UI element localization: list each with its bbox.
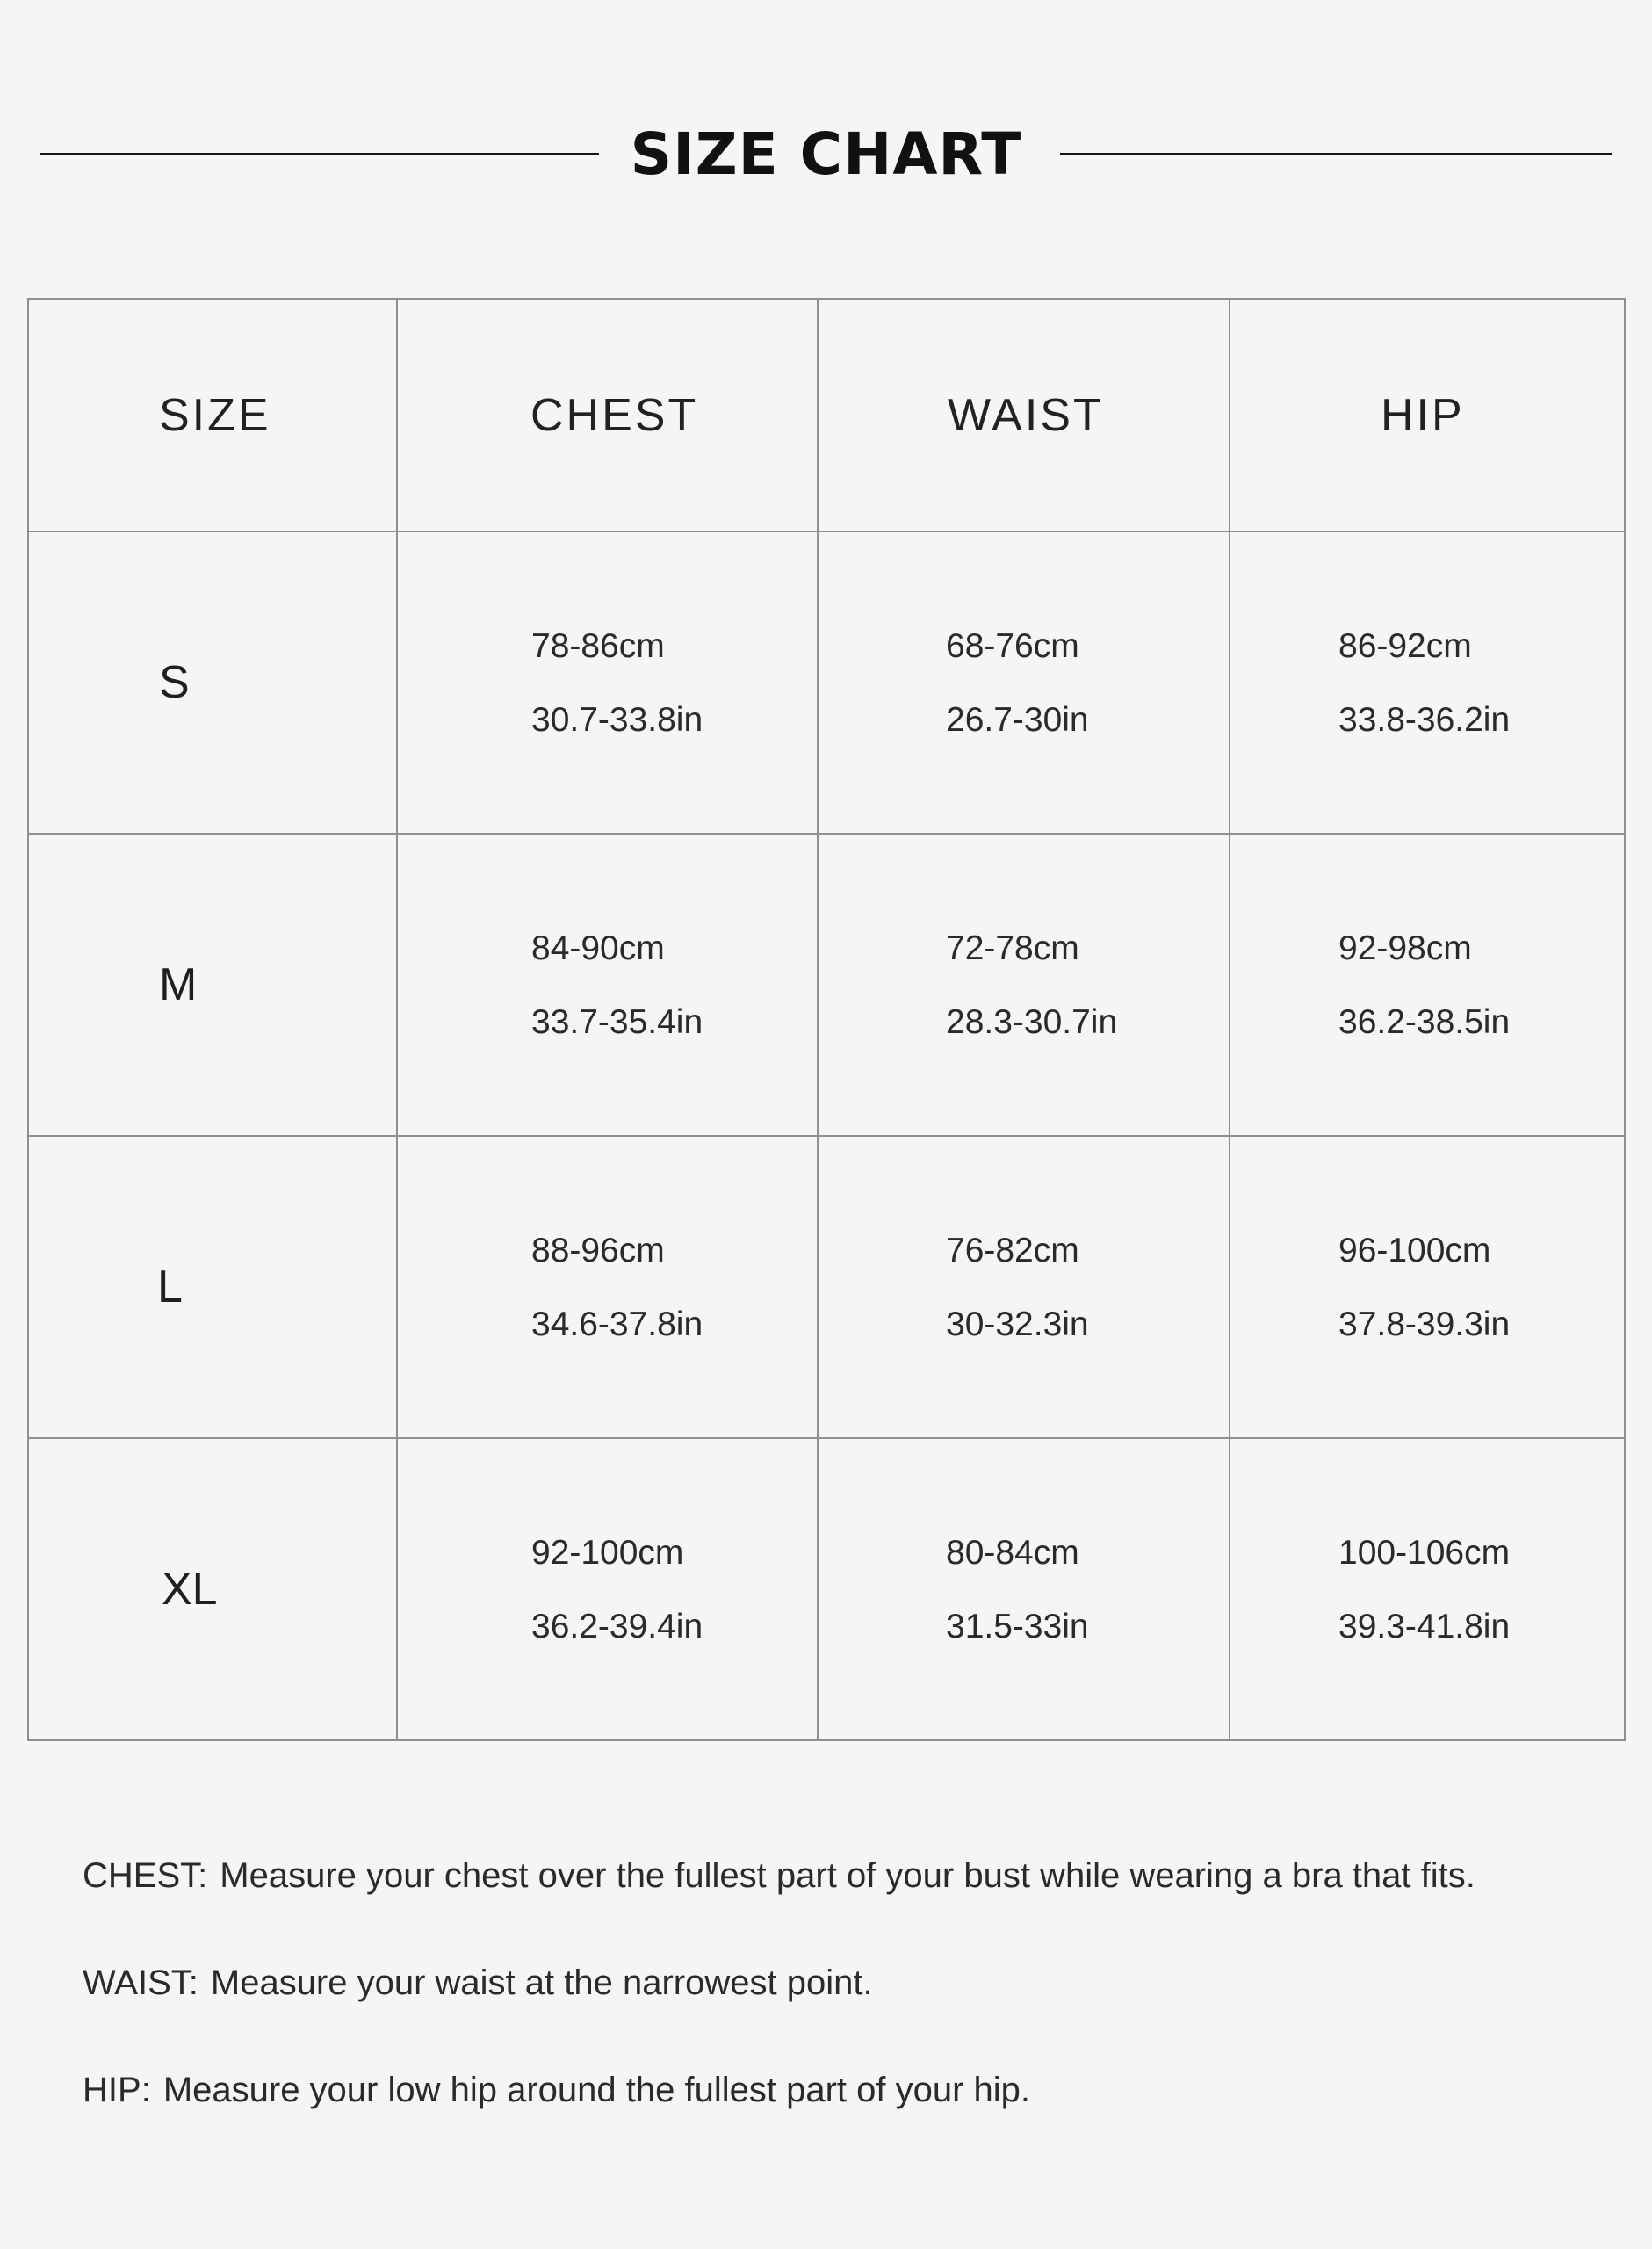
waist-cm-value: 76-82cm: [946, 1232, 1079, 1269]
table-header-row: [29, 300, 1624, 531]
waist-in-value: 30-32.3in: [946, 1305, 1089, 1343]
header-cell-hip: [1229, 300, 1624, 531]
note-separator: :: [141, 2071, 151, 2109]
note-label: CHEST: [83, 1856, 198, 1895]
chest-cm-value: 88-96cm: [531, 1232, 665, 1269]
size-label: XL: [162, 1564, 218, 1615]
chest-cm-value: 92-100cm: [531, 1534, 684, 1572]
hip-cell: [1229, 1137, 1624, 1437]
size-table: [27, 298, 1626, 1741]
hip-cm-value: 86-92cm: [1338, 627, 1472, 665]
note-text: Measure your waist at the narrowest point.: [210, 1963, 873, 2002]
chest-cell: [396, 1439, 817, 1739]
chest-measurement-note: [83, 1854, 1475, 1898]
hip-cm-value: 92-98cm: [1338, 929, 1472, 967]
hip-cell: [1229, 835, 1624, 1135]
page-title: SIZE CHART: [630, 120, 1022, 188]
header-cell-waist: [817, 300, 1229, 531]
column-header-waist: WAIST: [948, 389, 1104, 441]
hip-in-value: 37.8-39.3in: [1338, 1305, 1511, 1343]
chest-cell: [396, 1137, 817, 1437]
waist-cell: [817, 1439, 1229, 1739]
size-label: S: [159, 657, 190, 708]
hip-measurement-note: [83, 2068, 1030, 2112]
note-separator: :: [198, 1856, 208, 1895]
column-header-hip: HIP: [1381, 389, 1465, 441]
table-row: [29, 531, 1624, 833]
table-row: [29, 1437, 1624, 1739]
note-text: Measure your chest over the fullest part of your bust while wearing a bra that fits.: [220, 1856, 1475, 1895]
size-label: L: [157, 1262, 183, 1313]
chest-cell: [396, 835, 817, 1135]
size-cell: [29, 1137, 396, 1437]
waist-cm-value: 80-84cm: [946, 1534, 1079, 1572]
chest-cm-value: 78-86cm: [531, 627, 665, 665]
waist-cm-value: 68-76cm: [946, 627, 1079, 665]
hip-in-value: 36.2-38.5in: [1338, 1003, 1511, 1041]
waist-measurement-note: [83, 1961, 873, 2005]
waist-cell: [817, 532, 1229, 833]
size-cell: [29, 532, 396, 833]
size-cell: [29, 835, 396, 1135]
chest-cm-value: 84-90cm: [531, 929, 665, 967]
waist-in-value: 28.3-30.7in: [946, 1003, 1118, 1041]
header-cell-chest: [396, 300, 817, 531]
header-cell-size: [29, 300, 396, 531]
note-label: WAIST: [83, 1963, 189, 2002]
chest-in-value: 30.7-33.8in: [531, 701, 703, 739]
table-row: [29, 833, 1624, 1135]
chest-in-value: 36.2-39.4in: [531, 1608, 703, 1645]
hip-in-value: 39.3-41.8in: [1338, 1608, 1511, 1645]
waist-in-value: 31.5-33in: [946, 1608, 1089, 1645]
hip-cm-value: 96-100cm: [1338, 1232, 1491, 1269]
waist-cell: [817, 835, 1229, 1135]
table-row: [29, 1135, 1624, 1437]
hip-cell: [1229, 1439, 1624, 1739]
note-label: HIP: [83, 2071, 141, 2109]
hip-cm-value: 100-106cm: [1338, 1534, 1511, 1572]
title-divider-right: [1060, 153, 1612, 155]
size-label: M: [159, 959, 198, 1010]
waist-cm-value: 72-78cm: [946, 929, 1079, 967]
chest-cell: [396, 532, 817, 833]
note-text: Measure your low hip around the fullest part of your hip.: [162, 2071, 1031, 2109]
size-cell: [29, 1439, 396, 1739]
column-header-chest: CHEST: [530, 389, 699, 441]
waist-in-value: 26.7-30in: [946, 701, 1089, 739]
column-header-size: SIZE: [159, 389, 271, 441]
chest-in-value: 33.7-35.4in: [531, 1003, 703, 1041]
hip-cell: [1229, 532, 1624, 833]
waist-cell: [817, 1137, 1229, 1437]
chest-in-value: 34.6-37.8in: [531, 1305, 703, 1343]
hip-in-value: 33.8-36.2in: [1338, 701, 1511, 739]
note-separator: :: [188, 1963, 198, 2002]
